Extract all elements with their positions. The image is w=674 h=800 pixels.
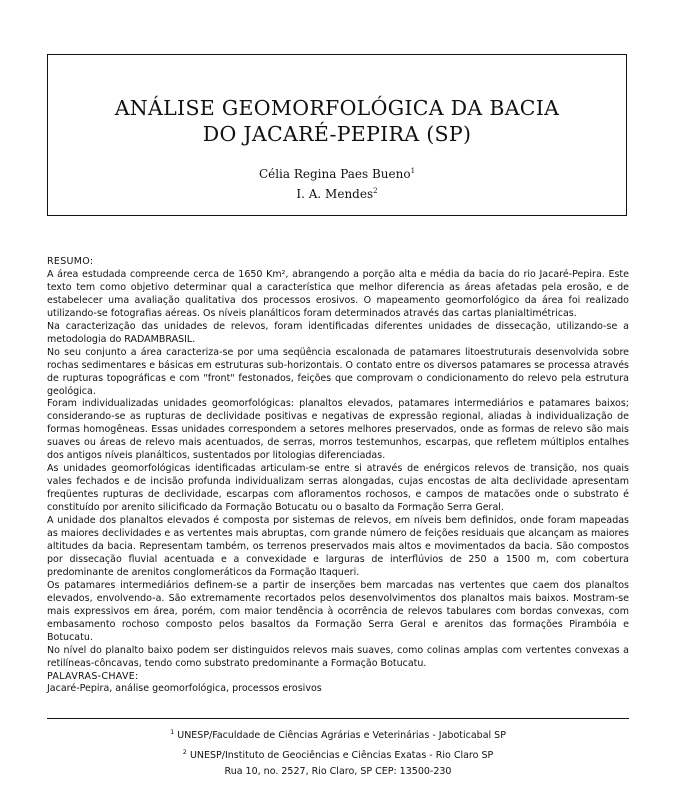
affiliation-2-text: UNESP/Instituto de Geociências e Ciências Exatas - Rio Claro SP [189, 750, 494, 762]
paper-title [48, 95, 626, 147]
author-1-mark: 1 [410, 167, 416, 175]
keywords-text: Jacaré-Pepira, análise geomorfológica, processos erosivos [47, 683, 322, 695]
abstract-paragraph-3: No seu conjunto a área caracteriza-se por uma seqüência escalonada de patamares litoestruturais desenvolvida sobre rochas sedimentares e básicas em estruturas sub-horizontais. O contato entre os diversos patamares se processa através de rupturas topográficas e com "front" festonados, feições que comprovam o condicionamento do relevo pela estrutura geológica. [47, 346, 629, 397]
abstract-paragraph-6: A unidade dos planaltos elevados é composta por sistemas de relevos, em níveis bem definidos, onde foram mapeadas as maiores declividades e as vertentes mais abruptas, com grande número de feições residuais que alcançam as maiores altitudes da bacia. Representam também, os terrenos preservados mais altos e movimentados da bacia. São compostos por dissecação fluvial acentuada e a convexidade e larguras de interflúvios de 250 a 1500 m, com cobertura predominante de arenitos conglomeráticos da Formação Itaqueri. [47, 515, 629, 578]
abstract-paragraph-8: No nível do planalto baixo podem ser distinguidos relevos mais suaves, como colinas amplas com vertentes convexas a retilíneas-côncavas, tendo como substrato predominante a Formação Botucatu. [47, 644, 629, 669]
author-2 [48, 183, 626, 203]
affiliation-2-mark: 2 [182, 748, 187, 757]
title-line-2: DO JACARÉ-PEPIRA (SP) [202, 122, 472, 146]
footer-affiliations [47, 724, 629, 780]
author-2-mark: 2 [373, 187, 378, 195]
title-line-1: ANÁLISE GEOMORFOLÓGICA DA BACIA [114, 96, 560, 120]
keywords-heading: PALAVRAS-CHAVE: [47, 670, 139, 682]
affiliation-2 [47, 744, 629, 764]
affiliation-1-text: UNESP/Faculdade de Ciências Agrárias e Veterinárias - Jaboticabal SP [177, 730, 506, 742]
title-box [47, 54, 627, 216]
footer-divider [47, 718, 629, 719]
author-1 [48, 163, 626, 183]
abstract-paragraph-7: Os patamares intermediários definem-se a partir de inserções bem marcadas nas vertentes que caem dos planaltos elevados, envolvendo-a. São extremamente recortados pelos desenvolvimentos dos planaltos mais baixos. Mostram-se mais expressivos em área, porém, com maior tendência à ocorrência de relevos tabulares com bordas convexas, com embasamento rochoso composto pelos basaltos da Formação Serra Geral e arenitos das formações Pirambóia e Botucatu. [47, 579, 629, 643]
abstract-paragraph-2: Na caracterização das unidades de relevos, foram identificadas diferentes unidades de dissecação, utilizando-se a metodologia do RADAMBRASIL. [47, 320, 629, 345]
author-list [48, 163, 626, 203]
author-2-name: I. A. Mendes [296, 187, 374, 201]
abstract-heading: RESUMO: [47, 256, 94, 267]
abstract-paragraph-4: Foram individualizadas unidades geomorfológicas: planaltos elevados, patamares intermediários e patamares baixos; considerando-se as rupturas de declividade positivas e negativas de expressão regional, aliadas à individualização de formas homogêneas. Essas unidades correspondem a setores melhores preservados, onde as formas de relevo são mais suaves ou áreas de relevo mais acentuados, de serras, morros testemunhos, escarpas, que refletem múltiplos entalhes dos antigos níveis planálticos, sustentados por litologias diferenciadas. [47, 398, 629, 462]
abstract-section [47, 256, 629, 696]
affiliation-1-mark: 1 [170, 728, 175, 736]
abstract-paragraph-5: As unidades geomorfológicas identificadas articulam-se entre si através de enérgicos relevos de transição, nos quais vales fechados e de incisão profunda individualizam serras alongadas, cujas encostas de alta declividade apresentam freqüentes rupturas de declividade, escarpas com afloramentos rochosos, e campos de matacões onde o substrato é constituído por arenito silicificado da Formação Botucatu ou o basalto da Formação Serra Geral. [47, 463, 629, 514]
abstract-paragraph-1: A área estudada compreende cerca de 1650 Km², abrangendo a porção alta e média da bacia do rio Jacaré-Pepira. Este texto tem como objetivo determinar qual a característica que melhor diferencia as áreas afetadas pela erosão, e de estabelecer uma avaliação qualitativa dos processos erosivos. O mapeamento geomorfológico da área foi realizado utilizando-se fotografias aéreas. Os níveis planálticos foram determinados através das cartas planialtimétricas. [47, 268, 629, 319]
author-1-name: Célia Regina Paes Bueno [258, 167, 411, 181]
affiliation-1 [47, 724, 629, 744]
address: Rua 10, no. 2527, Rio Claro, SP CEP: 13500-230 [224, 766, 452, 778]
